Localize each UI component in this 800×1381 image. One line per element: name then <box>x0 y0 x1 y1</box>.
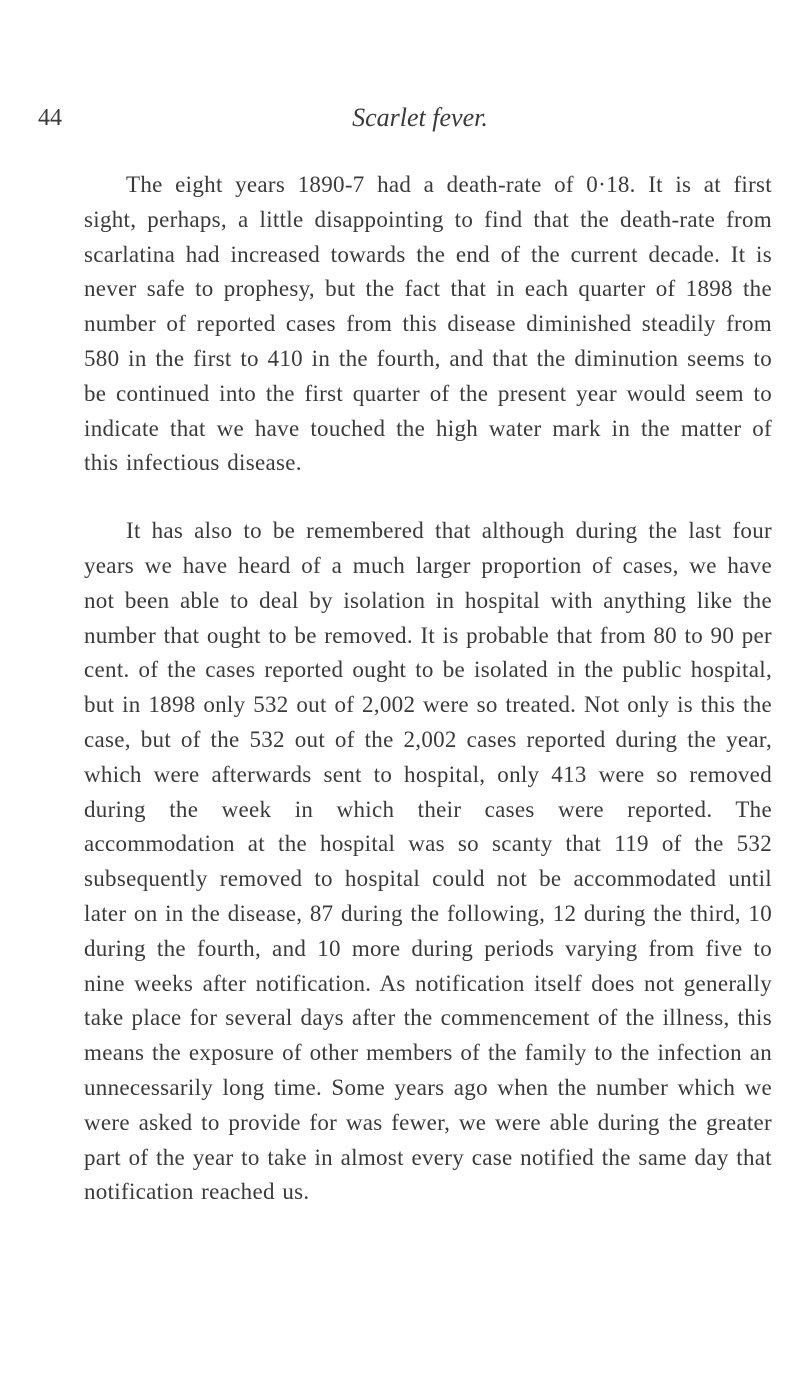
paragraph-hospital-isolation: It has also to be remembered that although during the last four years we have heard of a much larger proportion of cases, we have not been able to deal by isolation in hospital with anything like the number that ought to be removed. It is probable that from 80 to 90 per cent. of the cases reported ought to be isolated in the public hospital, but in 1898 only 532 out of 2,002 were so treated. Not only is this the case, but of the 532 out of the 2,002 cases reported during the year, which were afterwards sent to hospital, only 413 were so removed during the week in which their cases were reported. The accommodation at the hospital was so scanty that 119 of the 532 subsequently removed to hospital could not be accommodated until later on in the disease, 87 during the following, 12 during the third, 10 during the fourth, and 10 more during periods varying from five to nine weeks after notification. As notification itself does not generally take place for several days after the commencement of the illness, this means the exposure of other members of the family to the infection an unnecessarily long time. Some years ago when the number which we were asked to provide for was fewer, we were able during the greater part of the year to take in almost every case notified the same day that notification reached us. <box>84 518 772 1205</box>
body-text <box>84 168 772 1210</box>
paragraph-death-rate: The eight years 1890-7 had a death-rate of 0·18. It is at first sight, perhaps, a little disappointing to find that the death-rate from scarlatina had increased towards the end of the current decade. It is never safe to prophesy, but the fact that in each quarter of 1898 the number of reported cases from this disease diminished steadily from 580 in the first to 410 in the fourth, and that the diminution seems to be continued into the first quarter of the present year would seem to indicate that we have touched the high water mark in the matter of this infectious disease. <box>84 172 772 476</box>
running-head: Scarlet fever. <box>352 103 488 132</box>
page-number: 44 <box>38 105 62 131</box>
